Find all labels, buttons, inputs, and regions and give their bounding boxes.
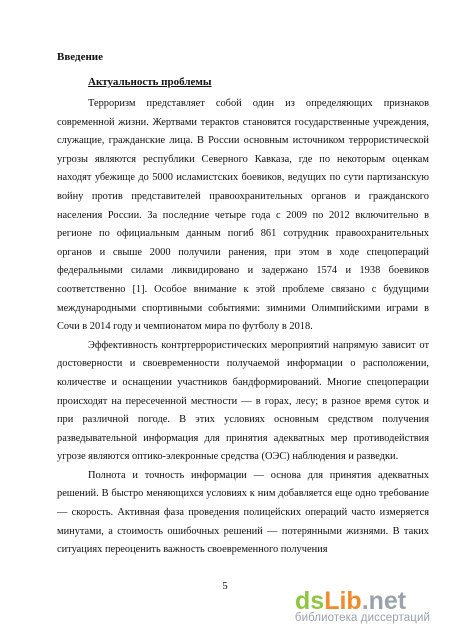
paragraph-terrorism: Терроризм представляет собой один из определяющих признаков современной жизни. Жертвами терактов становятся государственные учреждения, служащие, гражданские лица. В России основным источником террористической угрозы являются республики Северного Кавказа, где по некоторым оценкам находят убежище до 5000 исламистских боевиков, ведущих по сути партизанскую войну против представителей правоохранительных органов и гражданского населения России. За последние четыре года с 2009 по 2012 включительно в регионе по официальным данным погиб 861 сотрудник правоохранительных органов и свыше 2000 получили ранения, при этом в ходе спецопераций федеральными силами ликвидировано и задержано 1574 и 1938 боевиков соответственно [1]. Особое внимание к этой проблеме связано с будущими международными спортивными событиями: зимними Олимпийскими играми в Сочи в 2014 году и чемпионатом мира по футболу в 2018. [57,98,429,333]
dslib-tagline: библиотека диссертаций [294,612,430,624]
dslib-logo [295,585,430,613]
section-subheading: Актуальность проблемы [88,76,212,88]
svg-text:dsLib.net: dsLib.net [294,587,407,615]
page-number: 5 [222,581,228,592]
body-text [57,95,429,560]
paragraph-efficiency: Эффективность контртеррористических мероприятий напрямую зависит от достоверности и своевременности получаемой информации о расположении, количестве и оснащении участников бандформирований. Многие спецоперации происходят на пересеченной местности — в горах, лесу; в разное время суток и при различной погоде. В этих условиях основным средством получения разведывательной информация для принятия адекватных мер противодействия угрозе являются оптико-элекронные средства (ОЭС) наблюдения и разведки. [57,339,429,463]
paragraph-completeness: Полнота и точность информации — основа для принятия адекватных решений. В быстро меняющихся условиях к ним добавляется еще одно требование — скорость. Активная фаза проведения полицейских операций часто измеряется минутами, а стоимость ошибочных решений — потерянными жизнями. В таких ситуациях переоценить важность своевременного получения [57,469,429,556]
dslib-watermark [295,585,430,624]
section-heading: Введение [57,51,104,63]
